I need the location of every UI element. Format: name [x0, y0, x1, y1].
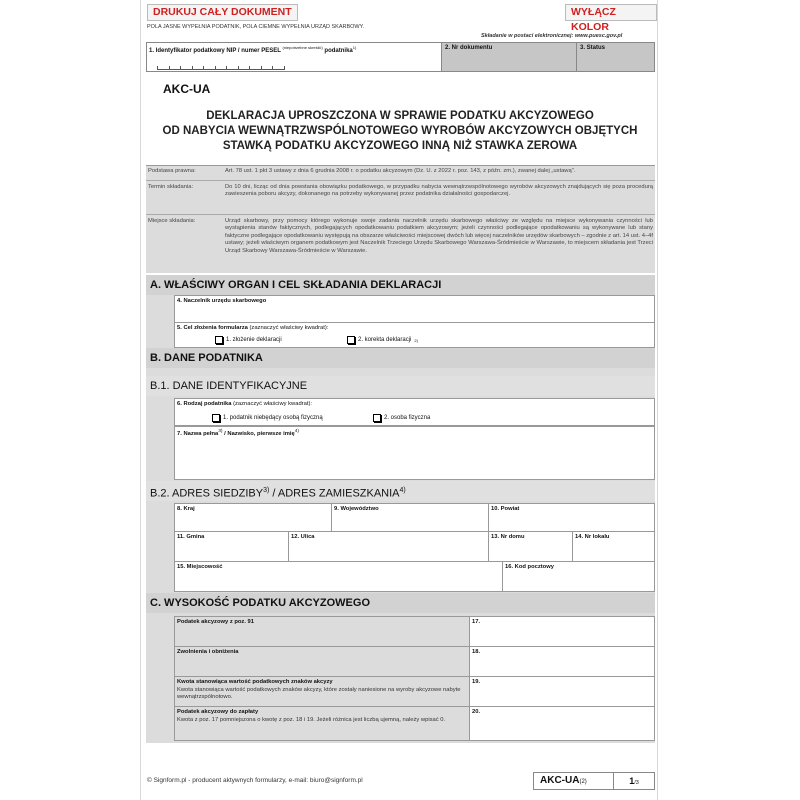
footer-copyright: © Signform.pl - producent aktywnych formularzy, e-mail: biuro@signform.pl [147, 777, 363, 784]
municipality-field[interactable] [174, 531, 289, 562]
apartment-number-field[interactable] [572, 531, 655, 562]
country-field[interactable] [174, 503, 332, 532]
exemptions-field[interactable] [469, 646, 655, 677]
country-label: 8. Kraj [177, 506, 195, 512]
purpose-field [174, 322, 655, 348]
form-title-line3: STAWKĄ PODATKU AKCYZOWEGO INNĄ NIŻ STAWKA ZEROWA [222, 140, 578, 152]
excise-stamps-label: Kwota stanowiąca wartość podatkowych znaków akcyzy [177, 679, 333, 685]
tax-amount-label-cell [174, 616, 470, 647]
tax-amount-label: Podatek akcyzowy z poz. 91 [177, 619, 254, 625]
county-label: 10. Powiat [491, 506, 520, 512]
nip-comb [157, 66, 285, 70]
voivodeship-field[interactable] [331, 503, 489, 532]
checkbox-correction[interactable] [347, 336, 355, 344]
tax-amount-number: 17. [472, 619, 481, 625]
purpose-label: 5. Cel złożenia formularza (zaznaczyć właściwy kwadrat): [177, 325, 329, 331]
section-a-title: A. WŁAŚCIWY ORGAN I CEL SKŁADANIA DEKLARACJI [146, 275, 655, 295]
electronic-label: Składanie w postaci elektronicznej: [481, 33, 574, 39]
status-label: 3. Status [580, 45, 606, 51]
city-label: 15. Miejscowość [177, 564, 223, 570]
place-text: Urząd skarbowy, przy pomocy którego wykonuje swoje zadania naczelnik urzędu skarbowego właściwy ze względu na miejsce wykonywania czynności lub wystąpienia stanów faktycznych, podlegających opodatkowaniu podatkiem akcyzowym; jeżeli czynności podlegające opodatkowaniu są wykonywane lub stany faktyczne podlegające opodatkowaniu występują na obszarze właściwości miejscowej dwóch lub więcej naczelników urzędów skarbowych – zgodnie z art. 14 ust. 4–4f ustawy; jeżeli właściwym organem podatkowym jest Naczelnik Trzeciego Urzędu Skarbowego Warszawa-Śródmieście w Warszawie, to miejscem składania jest Trzeci Urząd Skarbowy Warszawa-Śródmieście w Warszawie. [225, 218, 653, 254]
disable-color-button[interactable]: WYŁĄCZ KOLOR [565, 4, 657, 21]
basis-text: Art. 78 ust. 1 pkt 3 ustawy z dnia 6 grudnia 2008 r. o podatku akcyzowym (Dz. U. z 2022 r. poz. 143, z późn. zm.), zwanej dalej „ustawą”. [225, 168, 576, 174]
place-label: Miejsce składania: [148, 218, 196, 224]
tax-due-desc: Kwota z poz. 17 pomniejszona o kwotę z poz. 18 i 19. Jeżeli różnica jest liczbą ujemną, należy wpisać 0. [177, 717, 446, 723]
status-field [578, 43, 654, 71]
apartment-number-label: 14. Nr lokalu [575, 534, 610, 540]
city-field[interactable] [174, 561, 503, 592]
exemptions-label-cell [174, 646, 470, 677]
street-label: 12. Ulica [291, 534, 315, 540]
checkbox-submission[interactable] [215, 336, 223, 344]
footer-pages: /3 [634, 780, 639, 786]
tax-office-label: 4. Naczelnik urzędu skarbowego [177, 298, 267, 304]
document-number-field [443, 43, 577, 71]
exemptions-number: 18. [472, 649, 481, 655]
section-b-title: B. DANE PODATNIKA [146, 348, 655, 368]
house-number-label: 13. Nr domu [491, 534, 525, 540]
document-number-label: 2. Nr dokumentu [445, 45, 493, 51]
tax-due-label-cell [174, 706, 470, 741]
excise-stamps-number: 19. [472, 679, 481, 685]
excise-stamps-field[interactable] [469, 676, 655, 707]
option-natural-person[interactable]: 2. osoba fizyczna [373, 414, 430, 422]
full-name-field[interactable] [174, 426, 655, 480]
option-legal-entity[interactable]: 1. podatnik niebędący osobą fizyczną [212, 414, 323, 422]
footer-page: 1 [629, 776, 635, 786]
footer-code-cell [534, 773, 614, 789]
tax-due-label: Podatek akcyzowy do zapłaty [177, 709, 259, 715]
form-page [140, 0, 658, 800]
excise-stamps-label-cell [174, 676, 470, 707]
footer-form-id [533, 772, 655, 790]
tax-amount-field[interactable] [469, 616, 655, 647]
form-title-line1: DEKLARACJA UPROSZCZONA W SPRAWIE PODATKU AKCYZOWEGO [206, 110, 594, 122]
section-c-title: C. WYSOKOŚĆ PODATKU AKCYZOWEGO [146, 593, 655, 613]
street-field[interactable] [288, 531, 489, 562]
fill-note: POLA JASNE WYPEŁNIA PODATNIK, POLA CIEMNE WYPEŁNIA URZĄD SKARBOWY. [147, 24, 365, 30]
municipality-label: 11. Gmina [177, 534, 205, 540]
tax-due-field[interactable] [469, 706, 655, 741]
electronic-submission [481, 33, 622, 39]
header-row [146, 42, 655, 72]
section-b2-title: B.2. ADRES SIEDZIBY$^{3)}$ / ADRES ZAMIESZKANIA$^{4)}$ [146, 481, 655, 501]
nip-field[interactable] [147, 43, 442, 71]
house-number-field[interactable] [488, 531, 573, 562]
full-name-label: 7. Nazwa pełna$^{3)}$ / Nazwisko, pierwsze imię$^{4)}$ [177, 429, 300, 437]
voivodeship-label: 9. Województwo [334, 506, 379, 512]
county-field[interactable] [488, 503, 655, 532]
section-b1-title: B.1. DANE IDENTYFIKACYJNE [146, 376, 655, 396]
postal-code-field[interactable] [502, 561, 655, 592]
form-title-line2: OD NABYCIA WEWNĄTRZWSPÓLNOTOWEGO WYROBÓW AKCYZOWYCH OBJĘTYCH [162, 125, 638, 137]
deadline-label: Termin składania: [148, 184, 194, 190]
deadline-text: Do 10 dni, licząc od dnia powstania obowiązku podatkowego, w przypadku nabycia wewnątrzwspólnotowego wyrobów akcyzowych znajdujących się poza procedurą zawieszenia poboru akcyzy, dokonanego na potrzeby wykonywanej przez podatnika działalności gospodarczej. [225, 184, 653, 198]
footer-version: (2) [579, 779, 587, 785]
electronic-url[interactable]: www.puesc.gov.pl [574, 33, 623, 39]
section-b-gap [146, 368, 655, 376]
option-correction[interactable]: 2. korekta deklaracji 2) [347, 336, 418, 344]
exemptions-label: Zwolnienia i obniżenia [177, 649, 239, 655]
taxpayer-type-label: 6. Rodzaj podatnika (zaznaczyć właściwy kwadrat): [177, 401, 312, 407]
basis-label: Podstawa prawna: [148, 168, 196, 174]
tax-due-number: 20. [472, 709, 481, 715]
taxpayer-type-field [174, 398, 655, 426]
checkbox-natural-person[interactable] [373, 414, 381, 422]
footer-code: AKC-UA [540, 775, 580, 786]
postal-code-label: 16. Kod pocztowy [505, 564, 554, 570]
checkbox-legal-entity[interactable] [212, 414, 220, 422]
nip-label: 1. Identyfikator podatkowy NIP / numer PESEL $^{(niepotrzebne skreślić)}$ podatnika$^{1)}$ [149, 45, 357, 54]
excise-stamps-desc: Kwota stanowiąca wartość podatkowych znaków akcyzy, które zostały naniesione na wyroby akcyzowe nabyte wewnątrzspólnotowo. [177, 687, 461, 700]
form-code: AKC-UA [163, 82, 211, 96]
option-submission[interactable]: 1. złożenie deklaracji [215, 336, 282, 344]
print-all-button[interactable]: DRUKUJ CAŁY DOKUMENT [147, 4, 298, 21]
footer-page-cell [614, 773, 654, 789]
tax-office-field[interactable] [174, 295, 655, 323]
